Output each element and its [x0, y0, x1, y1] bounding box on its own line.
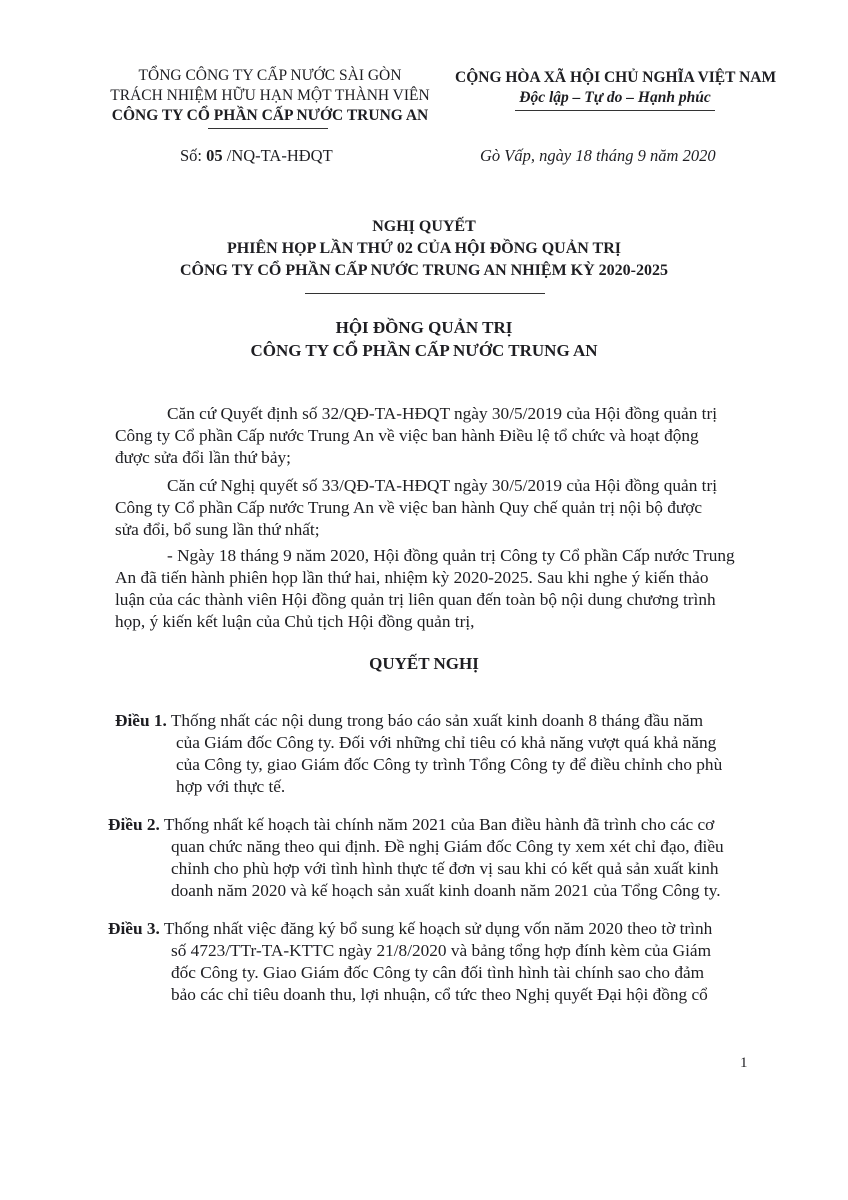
article-3	[108, 918, 778, 1006]
resolution-subtitle-1: PHIÊN HỌP LẦN THỨ 02 CỦA HỘI ĐỒNG QUẢN TRỊ	[227, 240, 621, 257]
text-line: sửa đổi, bổ sung lần thứ nhất;	[115, 520, 320, 539]
article-1	[115, 710, 775, 798]
text-line: hợp với thực tế.	[176, 777, 286, 796]
text-line: An đã tiến hành phiên họp lần thứ hai, nhiệm kỳ 2020-2025. Sau khi nghe ý kiến thảo	[115, 568, 709, 587]
page-number: 1	[740, 1055, 748, 1071]
document-number	[180, 146, 333, 166]
docno-suffix: /NQ-TA-HĐQT	[226, 146, 333, 165]
resolve-heading: QUYẾT NGHỊ	[369, 654, 479, 673]
org-parent-name: TỔNG CÔNG TY CẤP NƯỚC SÀI GÒN	[138, 67, 402, 84]
docno-prefix: Số:	[180, 146, 203, 165]
article-label: Điều 1.	[115, 711, 167, 730]
text-line: của Công ty, giao Giám đốc Công ty trình Tổng Công ty để điều chỉnh cho phù	[176, 755, 723, 774]
resolution-title: NGHỊ QUYẾT	[372, 218, 476, 235]
text-line: Công ty Cổ phần Cấp nước Trung An về việc ban hành Quy chế quản trị nội bộ được	[115, 498, 703, 517]
org-company-name: CÔNG TY CỔ PHẦN CẤP NƯỚC TRUNG AN	[111, 107, 429, 124]
text-line: của Giám đốc Công ty. Đối với những chỉ tiêu có khả năng vượt quá khả năng	[176, 733, 717, 752]
text-line: quan chức năng theo qui định. Đề nghị Giám đốc Công ty xem xét chỉ đạo, điều	[171, 837, 724, 856]
text-line: Thống nhất việc đăng ký bổ sung kế hoạch sử dụng vốn năm 2020 theo tờ trình	[163, 919, 713, 938]
text-line: Thống nhất kế hoạch tài chính năm 2021 của Ban điều hành đã trình cho các cơ	[163, 815, 715, 834]
article-label: Điều 3.	[108, 919, 160, 938]
board-title: HỘI ĐỒNG QUẢN TRỊ	[335, 318, 513, 337]
resolution-subtitle-2: CÔNG TY CỔ PHẦN CẤP NƯỚC TRUNG AN NHIỆM KỲ 2020-2025	[179, 262, 668, 279]
board-company: CÔNG TY CỔ PHẦN CẤP NƯỚC TRUNG AN	[250, 341, 598, 360]
preamble-paragraph-3	[115, 545, 765, 633]
text-line: Căn cứ Nghị quyết số 33/QĐ-TA-HĐQT ngày 30/5/2019 của Hội đồng quản trị	[167, 476, 718, 495]
text-line: đốc Công ty. Giao Giám đốc Công ty cân đối tình hình tài chính sao cho đảm	[171, 963, 705, 982]
organization-block	[100, 66, 440, 126]
text-line: chỉnh cho phù hợp với tình hình thực tế đơn vị sau khi có kết quả sản xuất kinh	[171, 859, 719, 878]
national-motto-block	[455, 68, 775, 108]
docno-number: 05	[206, 146, 223, 165]
text-line: số 4723/TTr-TA-KTTC ngày 21/8/2020 và bảng tổng hợp đính kèm của Giám	[171, 941, 712, 960]
text-line: luận của các thành viên Hội đồng quản trị liên quan đến toàn bộ nội dung chương trình	[115, 590, 716, 609]
motto-divider	[515, 110, 715, 111]
place-and-date: Gò Vấp, ngày 18 tháng 9 năm 2020	[480, 146, 716, 165]
article-2	[108, 814, 778, 902]
text-line: Thống nhất các nội dung trong báo cáo sản xuất kinh doanh 8 tháng đầu năm	[170, 711, 704, 730]
text-line: Căn cứ Quyết định số 32/QĐ-TA-HĐQT ngày 30/5/2019 của Hội đồng quản trị	[167, 404, 718, 423]
nation-name: CỘNG HÒA XÃ HỘI CHỦ NGHĨA VIỆT NAM	[455, 69, 777, 86]
text-line: Công ty Cổ phần Cấp nước Trung An về việc ban hành Điều lệ tổ chức và hoạt động	[115, 426, 699, 445]
org-divider	[208, 128, 328, 129]
preamble-paragraph-2	[115, 475, 765, 541]
title-divider	[305, 293, 545, 294]
text-line: - Ngày 18 tháng 9 năm 2020, Hội đồng quản trị Công ty Cổ phần Cấp nước Trung	[167, 546, 735, 565]
org-parent-type: TRÁCH NHIỆM HỮU HẠN MỘT THÀNH VIÊN	[110, 87, 430, 104]
preamble-paragraph-1	[115, 403, 765, 469]
article-label: Điều 2.	[108, 815, 160, 834]
text-line: bảo các chỉ tiêu doanh thu, lợi nhuận, cổ tức theo Nghị quyết Đại hội đồng cổ	[171, 985, 708, 1004]
nation-motto: Độc lập – Tự do – Hạnh phúc	[519, 89, 711, 106]
text-line: họp, ý kiến kết luận của Chủ tịch Hội đồng quản trị,	[115, 612, 475, 631]
text-line: doanh năm 2020 và kế hoạch sản xuất kinh doanh năm 2021 của Tổng Công ty.	[171, 881, 721, 900]
text-line: được sửa đổi lần thứ bảy;	[115, 448, 291, 467]
